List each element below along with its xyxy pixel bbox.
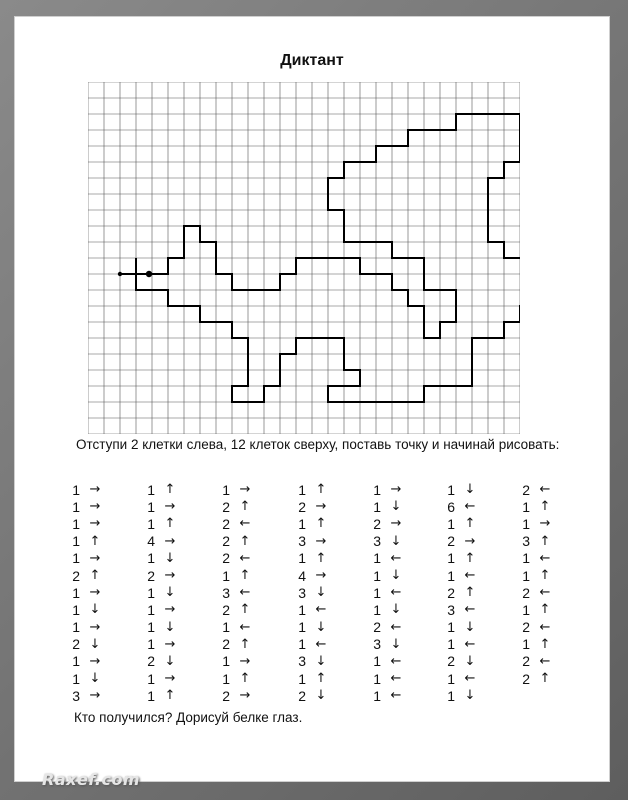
command-item	[290, 481, 336, 498]
direction-arrow-icon: ↑	[464, 585, 476, 601]
direction-arrow-icon: ↑	[539, 636, 551, 652]
command-item	[290, 601, 336, 618]
direction-arrow-icon: ←	[239, 550, 251, 566]
direction-arrow-icon: ↓	[464, 653, 476, 669]
command-item	[139, 515, 185, 532]
step-count: 3	[298, 653, 306, 670]
step-count: 1	[147, 636, 155, 653]
command-item	[290, 687, 336, 704]
direction-arrow-icon: ↑	[539, 671, 551, 687]
direction-arrow-icon: ↓	[390, 568, 402, 584]
command-item	[64, 636, 110, 653]
direction-arrow-icon: ↑	[239, 602, 251, 618]
command-item	[139, 687, 185, 704]
command-item	[290, 533, 336, 550]
command-item	[139, 653, 185, 670]
command-item	[64, 584, 110, 601]
direction-arrow-icon: ↑	[89, 568, 101, 584]
step-count: 1	[72, 498, 80, 515]
direction-arrow-icon: ←	[539, 550, 551, 566]
command-item	[365, 498, 411, 515]
direction-arrow-icon: ↓	[390, 499, 402, 515]
direction-arrow-icon: ←	[390, 653, 402, 669]
step-count: 3	[298, 584, 306, 601]
direction-arrow-icon: ←	[539, 482, 551, 498]
direction-arrow-icon: ↓	[164, 653, 176, 669]
step-count: 1	[447, 481, 455, 498]
command-item	[365, 670, 411, 687]
direction-arrow-icon: →	[539, 516, 551, 532]
direction-arrow-icon: →	[390, 482, 402, 498]
direction-arrow-icon: ↑	[89, 533, 101, 549]
direction-arrow-icon: ←	[464, 568, 476, 584]
command-item	[514, 567, 560, 584]
squirrel-eye	[146, 271, 152, 277]
direction-arrow-icon: ↓	[164, 550, 176, 566]
direction-arrow-icon: ←	[390, 619, 402, 635]
step-count: 1	[147, 515, 155, 532]
direction-arrow-icon: ↓	[89, 602, 101, 618]
step-count: 1	[147, 687, 155, 704]
start-dot	[118, 272, 122, 276]
step-count: 1	[522, 515, 530, 532]
direction-arrow-icon: ↑	[464, 516, 476, 532]
command-item	[439, 619, 485, 636]
direction-arrow-icon: ←	[315, 602, 327, 618]
direction-arrow-icon: ↓	[464, 482, 476, 498]
step-count: 1	[447, 619, 455, 636]
drawing-grid	[88, 82, 520, 434]
command-item	[365, 601, 411, 618]
step-count: 2	[298, 498, 306, 515]
command-item	[214, 533, 260, 550]
command-item	[439, 653, 485, 670]
command-item	[139, 619, 185, 636]
command-item	[290, 670, 336, 687]
direction-arrow-icon: →	[89, 499, 101, 515]
step-count: 2	[373, 619, 381, 636]
direction-arrow-icon: ↑	[239, 533, 251, 549]
step-count: 2	[222, 636, 230, 653]
step-count: 1	[373, 584, 381, 601]
direction-arrow-icon: ←	[539, 653, 551, 669]
command-item	[139, 601, 185, 618]
command-item	[214, 515, 260, 532]
step-count: 1	[298, 619, 306, 636]
direction-arrow-icon: →	[164, 568, 176, 584]
step-count: 1	[447, 687, 455, 704]
direction-arrow-icon: →	[89, 585, 101, 601]
command-item	[514, 653, 560, 670]
direction-arrow-icon: ↑	[315, 516, 327, 532]
step-count: 1	[373, 601, 381, 618]
command-item	[365, 533, 411, 550]
step-count: 1	[147, 498, 155, 515]
step-count: 1	[298, 601, 306, 618]
command-column	[365, 481, 411, 704]
page-title: Диктант	[280, 52, 344, 69]
step-count: 2	[222, 687, 230, 704]
command-item	[214, 619, 260, 636]
step-count: 1	[222, 670, 230, 687]
direction-arrow-icon: →	[164, 636, 176, 652]
step-count: 3	[298, 533, 306, 550]
command-item	[514, 601, 560, 618]
direction-arrow-icon: ↑	[464, 550, 476, 566]
command-item	[64, 687, 110, 704]
step-count: 3	[373, 533, 381, 550]
command-item	[139, 584, 185, 601]
command-item	[439, 687, 485, 704]
direction-arrow-icon: ↓	[315, 585, 327, 601]
direction-arrow-icon: →	[390, 516, 402, 532]
command-item	[64, 653, 110, 670]
direction-arrow-icon: →	[315, 499, 327, 515]
command-item	[139, 670, 185, 687]
direction-arrow-icon: ↓	[164, 619, 176, 635]
command-item	[514, 619, 560, 636]
step-count: 1	[522, 498, 530, 515]
direction-arrow-icon: ↓	[315, 688, 327, 704]
direction-arrow-icon: →	[89, 550, 101, 566]
step-count: 2	[147, 567, 155, 584]
command-item	[514, 498, 560, 515]
step-count: 4	[298, 567, 306, 584]
command-item	[439, 481, 485, 498]
direction-arrow-icon: →	[164, 602, 176, 618]
direction-arrow-icon: ↑	[164, 482, 176, 498]
command-item	[514, 636, 560, 653]
step-count: 1	[72, 670, 80, 687]
direction-arrow-icon: ↓	[464, 619, 476, 635]
direction-arrow-icon: ↓	[464, 688, 476, 704]
command-column	[139, 481, 185, 704]
step-count: 3	[72, 687, 80, 704]
direction-arrow-icon: ↓	[315, 653, 327, 669]
direction-arrow-icon: →	[164, 499, 176, 515]
step-count: 1	[298, 481, 306, 498]
command-item	[214, 481, 260, 498]
command-item	[439, 601, 485, 618]
direction-arrow-icon: →	[239, 688, 251, 704]
step-count: 1	[72, 619, 80, 636]
step-count: 1	[147, 584, 155, 601]
direction-arrow-icon: ←	[464, 602, 476, 618]
step-count: 2	[447, 533, 455, 550]
direction-arrow-icon: ←	[315, 636, 327, 652]
step-count: 1	[72, 601, 80, 618]
step-count: 1	[147, 550, 155, 567]
direction-arrow-icon: ↓	[390, 636, 402, 652]
command-column	[290, 481, 336, 704]
direction-arrow-icon: ↑	[164, 688, 176, 704]
step-count: 2	[447, 584, 455, 601]
command-item	[64, 550, 110, 567]
command-item	[365, 550, 411, 567]
command-item	[290, 567, 336, 584]
step-count: 2	[522, 481, 530, 498]
step-count: 1	[147, 670, 155, 687]
direction-arrow-icon: →	[164, 533, 176, 549]
command-item	[514, 533, 560, 550]
direction-arrow-icon: ↓	[315, 619, 327, 635]
step-count: 3	[373, 636, 381, 653]
direction-arrow-icon: →	[315, 568, 327, 584]
command-column	[64, 481, 110, 704]
direction-arrow-icon: ↑	[239, 499, 251, 515]
step-count: 1	[147, 601, 155, 618]
step-count: 2	[72, 636, 80, 653]
step-count: 2	[72, 567, 80, 584]
direction-arrow-icon: ←	[464, 499, 476, 515]
instruction-text: Отступи 2 клетки слева, 12 клеток сверху, поставь точку и начинай рисовать:	[76, 437, 560, 452]
step-count: 4	[147, 533, 155, 550]
step-count: 2	[522, 653, 530, 670]
step-count: 2	[522, 619, 530, 636]
step-count: 1	[447, 550, 455, 567]
watermark-logo: Raxef.com	[42, 770, 141, 789]
step-count: 1	[373, 498, 381, 515]
direction-arrow-icon: ↑	[239, 671, 251, 687]
command-item	[214, 601, 260, 618]
command-item	[365, 636, 411, 653]
command-item	[139, 636, 185, 653]
command-column	[214, 481, 260, 704]
direction-arrow-icon: ↑	[315, 482, 327, 498]
command-item	[139, 567, 185, 584]
command-item	[64, 498, 110, 515]
command-item	[365, 687, 411, 704]
command-item	[64, 619, 110, 636]
command-item	[365, 619, 411, 636]
step-count: 1	[447, 515, 455, 532]
command-item	[365, 515, 411, 532]
command-item	[439, 550, 485, 567]
command-item	[514, 584, 560, 601]
command-item	[64, 481, 110, 498]
direction-arrow-icon: ↑	[539, 499, 551, 515]
direction-arrow-icon: ←	[390, 688, 402, 704]
step-count: 1	[373, 687, 381, 704]
direction-arrow-icon: →	[89, 516, 101, 532]
step-count: 1	[522, 567, 530, 584]
step-count: 2	[222, 550, 230, 567]
command-item	[439, 636, 485, 653]
step-count: 1	[222, 481, 230, 498]
step-count: 1	[72, 515, 80, 532]
direction-arrow-icon: ↓	[390, 602, 402, 618]
command-item	[439, 584, 485, 601]
direction-arrow-icon: →	[239, 653, 251, 669]
direction-arrow-icon: ←	[464, 671, 476, 687]
step-count: 1	[298, 550, 306, 567]
command-item	[365, 584, 411, 601]
direction-arrow-icon: ←	[539, 585, 551, 601]
direction-arrow-icon: →	[89, 653, 101, 669]
direction-arrow-icon: →	[89, 482, 101, 498]
direction-arrow-icon: →	[89, 688, 101, 704]
command-item	[290, 636, 336, 653]
command-item	[514, 670, 560, 687]
step-count: 2	[373, 515, 381, 532]
step-count: 1	[72, 533, 80, 550]
step-count: 1	[373, 567, 381, 584]
direction-arrow-icon: ←	[390, 585, 402, 601]
direction-arrow-icon: ↑	[539, 568, 551, 584]
command-item	[439, 670, 485, 687]
step-count: 1	[373, 670, 381, 687]
direction-arrow-icon: →	[239, 482, 251, 498]
step-count: 3	[522, 533, 530, 550]
direction-arrow-icon: ←	[239, 585, 251, 601]
command-item	[290, 584, 336, 601]
command-item	[64, 567, 110, 584]
direction-arrow-icon: ←	[239, 619, 251, 635]
command-item	[290, 550, 336, 567]
direction-arrow-icon: ↑	[539, 602, 551, 618]
command-item	[439, 498, 485, 515]
step-count: 1	[298, 670, 306, 687]
direction-arrow-icon: ↑	[239, 568, 251, 584]
direction-arrow-icon: ↑	[315, 550, 327, 566]
command-item	[214, 670, 260, 687]
command-item	[64, 670, 110, 687]
command-item	[439, 533, 485, 550]
direction-arrow-icon: →	[315, 533, 327, 549]
command-item	[64, 533, 110, 550]
direction-arrow-icon: ↓	[164, 585, 176, 601]
command-item	[139, 481, 185, 498]
step-count: 1	[447, 567, 455, 584]
step-count: 2	[447, 653, 455, 670]
direction-arrow-icon: ↓	[89, 671, 101, 687]
direction-arrow-icon: ↓	[390, 533, 402, 549]
command-item	[365, 481, 411, 498]
step-count: 1	[522, 601, 530, 618]
command-item	[214, 636, 260, 653]
direction-arrow-icon: ←	[539, 619, 551, 635]
command-item	[439, 567, 485, 584]
direction-arrow-icon: ←	[390, 671, 402, 687]
command-item	[214, 550, 260, 567]
command-item	[214, 687, 260, 704]
step-count: 3	[222, 584, 230, 601]
command-item	[514, 550, 560, 567]
direction-arrow-icon: ←	[390, 550, 402, 566]
command-item	[139, 533, 185, 550]
step-count: 2	[222, 601, 230, 618]
command-item	[214, 498, 260, 515]
direction-arrow-icon: →	[464, 533, 476, 549]
direction-arrow-icon: ↑	[164, 516, 176, 532]
command-item	[64, 601, 110, 618]
direction-arrow-icon: ↑	[315, 671, 327, 687]
step-count: 1	[72, 584, 80, 601]
step-count: 1	[447, 636, 455, 653]
direction-arrow-icon: →	[89, 619, 101, 635]
direction-arrow-icon: ←	[464, 636, 476, 652]
step-count: 1	[373, 550, 381, 567]
command-item	[64, 515, 110, 532]
step-count: 1	[522, 636, 530, 653]
step-count: 1	[222, 567, 230, 584]
direction-arrow-icon: ↑	[539, 533, 551, 549]
question-text: Кто получился? Дорисуй белке глаз.	[74, 710, 303, 725]
direction-arrow-icon: →	[164, 671, 176, 687]
command-item	[365, 653, 411, 670]
step-count: 2	[298, 687, 306, 704]
command-item	[214, 584, 260, 601]
step-count: 2	[222, 515, 230, 532]
step-count: 6	[447, 498, 455, 515]
command-item	[139, 550, 185, 567]
step-count: 2	[222, 533, 230, 550]
step-count: 1	[447, 670, 455, 687]
command-item	[214, 567, 260, 584]
step-count: 1	[373, 653, 381, 670]
step-count: 1	[522, 550, 530, 567]
direction-arrow-icon: ←	[239, 516, 251, 532]
step-count: 1	[147, 619, 155, 636]
command-item	[365, 567, 411, 584]
step-count: 2	[147, 653, 155, 670]
direction-arrow-icon: ↓	[89, 636, 101, 652]
command-item	[290, 515, 336, 532]
command-item	[514, 515, 560, 532]
command-column	[514, 481, 560, 687]
step-count: 1	[72, 481, 80, 498]
command-column	[439, 481, 485, 704]
command-item	[290, 498, 336, 515]
step-count: 2	[222, 498, 230, 515]
step-count: 1	[222, 619, 230, 636]
step-count: 1	[222, 653, 230, 670]
step-count: 1	[72, 550, 80, 567]
command-item	[214, 653, 260, 670]
worksheet-page	[14, 16, 610, 789]
command-item	[290, 619, 336, 636]
step-count: 2	[522, 584, 530, 601]
command-item	[439, 515, 485, 532]
step-count: 3	[447, 601, 455, 618]
command-item	[514, 481, 560, 498]
direction-arrow-icon: ↑	[239, 636, 251, 652]
step-count: 2	[522, 670, 530, 687]
step-count: 1	[298, 515, 306, 532]
command-item	[290, 653, 336, 670]
step-count: 1	[373, 481, 381, 498]
step-count: 1	[147, 481, 155, 498]
command-item	[139, 498, 185, 515]
step-count: 1	[298, 636, 306, 653]
step-count: 1	[72, 653, 80, 670]
